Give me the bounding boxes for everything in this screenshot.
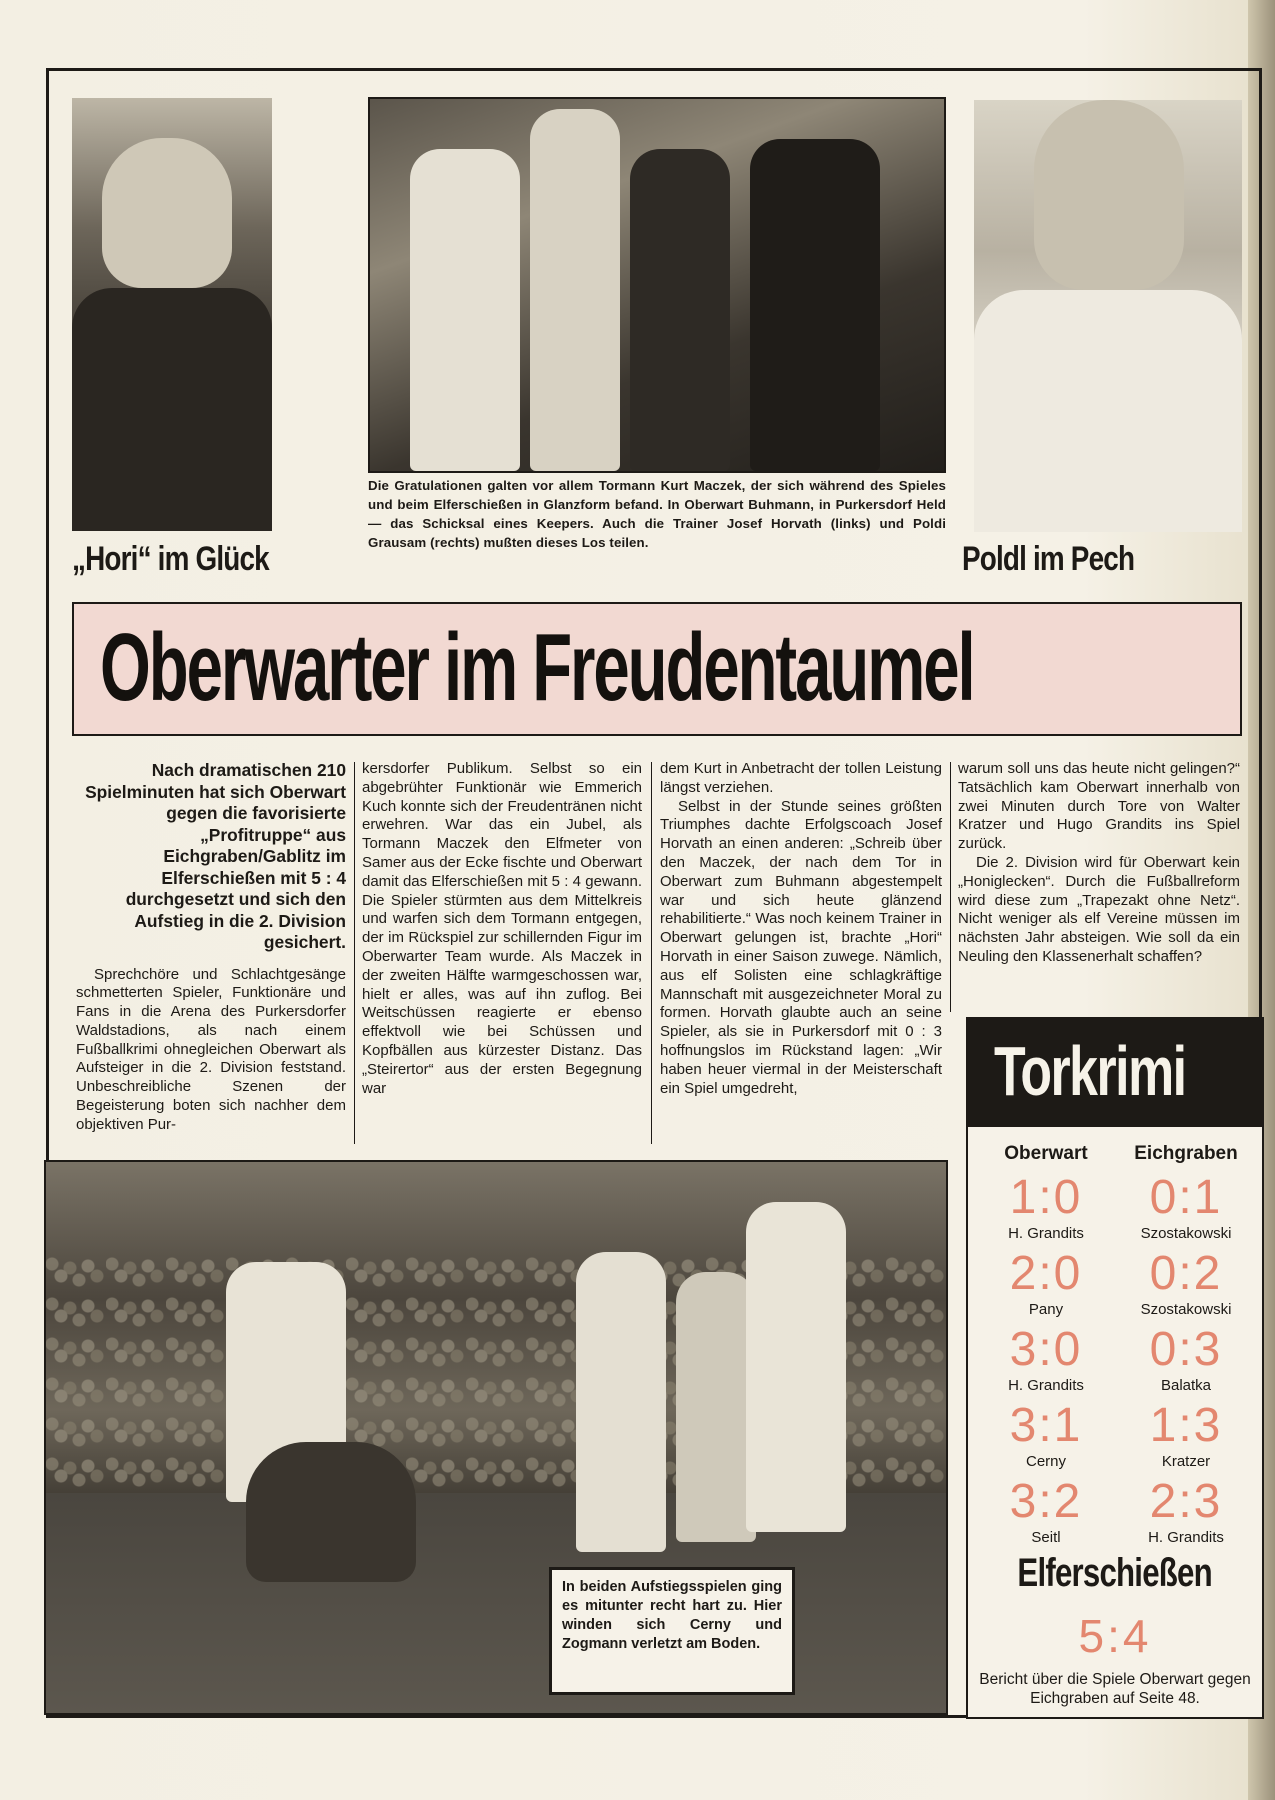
match-photo-caption: In beiden Aufstiegsspielen ging es mitunter recht hart zu. Hier winden sich Cerny und Zogmann verletzt am Boden. [549,1567,795,1695]
team-eichgraben: Eichgraben [1134,1143,1238,1164]
article-paragraph: Die 2. Division wird für Oberwart kein „Honiglecken“. Durch die Fußballreform wird diese zum „Trapezakt ohne Netz“. Nicht weniger als elf Vereine müssen im nächsten Jahr absteigen. Wie soll da ein Neuling den Klassenerhalt schaffen? [958,853,1240,965]
goal-score: 1:0 [1009,1171,1083,1224]
goal-score: 0:3 [1149,1323,1223,1376]
goal-score: 3:0 [1009,1323,1083,1376]
photo-match-scene [44,1160,948,1715]
page-reference: Bericht über die Spiele Oberwart gegen Eichgraben auf Seite 48. [979,1671,1251,1707]
column-rule [354,762,355,1144]
torkrimi-title: Torkrimi [994,1032,1186,1110]
goal-score: 0:1 [1149,1171,1223,1224]
goal-scorer: H. Grandits [1008,1225,1084,1242]
goal-score: 3:1 [1009,1399,1083,1452]
goal-score: 2:0 [1009,1247,1083,1300]
goal-score: 0:2 [1149,1247,1223,1300]
goal-scorer: Szostakowski [1140,1225,1232,1242]
goal-scorer: Seitl [1031,1529,1061,1546]
team-oberwart: Oberwart [1004,1143,1088,1164]
shootout-label [968,1551,1262,1596]
column-rule [950,762,951,1012]
article-column-2 [362,760,642,1098]
article-column-4 [958,760,1240,967]
headline-box [72,602,1242,736]
goal-score: 3:2 [1009,1475,1083,1528]
photo-josef-horvath [72,98,272,531]
article-paragraph: kersdorfer Publikum. Selbst so ein abgebrühter Funktionär wie Emmerich Kuch konnte sich der Freudentränen nicht erwehren. War das ein Jubel, als Tormann Maczek den Elfmeter von Samer aus der Ecke fischte und Oberwart damit das Elferschießen mit 5 : 4 gewann. Die Spieler stürmten aus dem Mittelkreis und warfen sich dem Tormann entgegen, der im Rückspiel zur schillernden Figur im Oberwarter Team wurde. Als Maczek in der zweiten Hälfte warmgeschossen war, hielt er alles, was auf ihn zuflog. Bei Weitschüssen reagierte er ebenso effektvoll wie bei Schüssen und Kopfbällen aus kürzester Distanz. Das „Steirertor“ aus der ersten Begegnung war [362,760,642,1097]
shootout-score: 5:4 [1078,1610,1152,1662]
goal-scorer: Balatka [1160,1377,1212,1394]
article-paragraph: Selbst in der Stunde seines größten Triumphes dachte Erfolgscoach Josef Horvath an einen anderen: „Schreib über den Maczek, der nach dem Tor in Oberwart zum Buhmann abgestempelt war und sich heute glänzend rehabilitierte.“ Was noch keinem Trainer in Oberwart gelungen ist, brachte „Hori“ Horvath in einer Saison zuwege. Nämlich, aus elf Solisten eine schlagkräftige Mannschaft mit ausgezeichneter Moral zu formen. Horvath glaubte auch an seine Spieler, als sie in Purkersdorf mit 0 : 3 hoffnungslos im Rückstand lagen: „Wir haben heuer viermal in der Meisterschaft ein Spiel umgedreht, [660,797,942,1097]
label-poldl-im-pech: Poldl im Pech [962,540,1135,578]
goal-scorer: Pany [1028,1301,1064,1318]
torkrimi-header [968,1019,1262,1127]
goal-score: 2:3 [1149,1475,1223,1528]
article-paragraph: warum soll uns das heute nicht gelingen?“ Tatsächlich kam Oberwart innerhalb von zwei Minuten durch Tore von Walter Kratzer und Hugo Grandits ins Spiel zurück. [958,760,1240,853]
photo-celebration [368,97,946,473]
goal-scorer: Szostakowski [1140,1301,1232,1318]
torkrimi-box [966,1017,1264,1719]
article-paragraph: Sprechchöre und Schlachtgesänge schmetterten Spieler, Funktionäre und Fans in die Arena des Purkersdorfer Waldstadions, als nach einem Fußballkrimi ohnegleichen Oberwart als Aufsteiger in die 2. Division feststand. Unbeschreibliche Szenen der Begeisterung boten sich nachher dem objektiven Pur- [76,965,346,1133]
goal-scorer: H. Grandits [1148,1529,1224,1546]
article-column-3 [660,760,942,1098]
article-lead: Nach dramatischen 210 Spielminuten hat sich Oberwart gegen die favorisierte „Profitruppe“ aus Eichgraben/Gablitz im Elferschießen mit 5 : 4 durchgesetzt und sich den Aufstieg in die 2. Division gesichert. [85,760,346,952]
goal-scorer: Cerny [1025,1453,1066,1470]
column-rule [651,762,652,1144]
article-paragraph: dem Kurt in Anbetracht der tollen Leistung längst verziehen. [660,760,942,796]
photo-caption: Die Gratulationen galten vor allem Tormann Kurt Maczek, der sich während des Spieles und beim Elferschießen in Glanzform befand. In Oberwart Buhmann, in Purkersdorf Held — das Schicksal eines Keepers. Auch die Trainer Josef Horvath (links) und Poldi Grausam (rechts) mußten dieses Los teilen. [368,478,946,550]
shootout-label-text: Elferschießen [1017,1551,1213,1595]
headline: Oberwarter im Freudentaumel [100,614,974,721]
goal-scorer: H. Grandits [1008,1377,1084,1394]
goal-score: 1:3 [1149,1399,1223,1452]
article-column-1 [76,760,346,1135]
photo-poldi-grausam [974,100,1242,532]
goal-scorer: Kratzer [1161,1453,1211,1470]
label-hori-im-glueck: „Hori“ im Glück [72,540,269,578]
